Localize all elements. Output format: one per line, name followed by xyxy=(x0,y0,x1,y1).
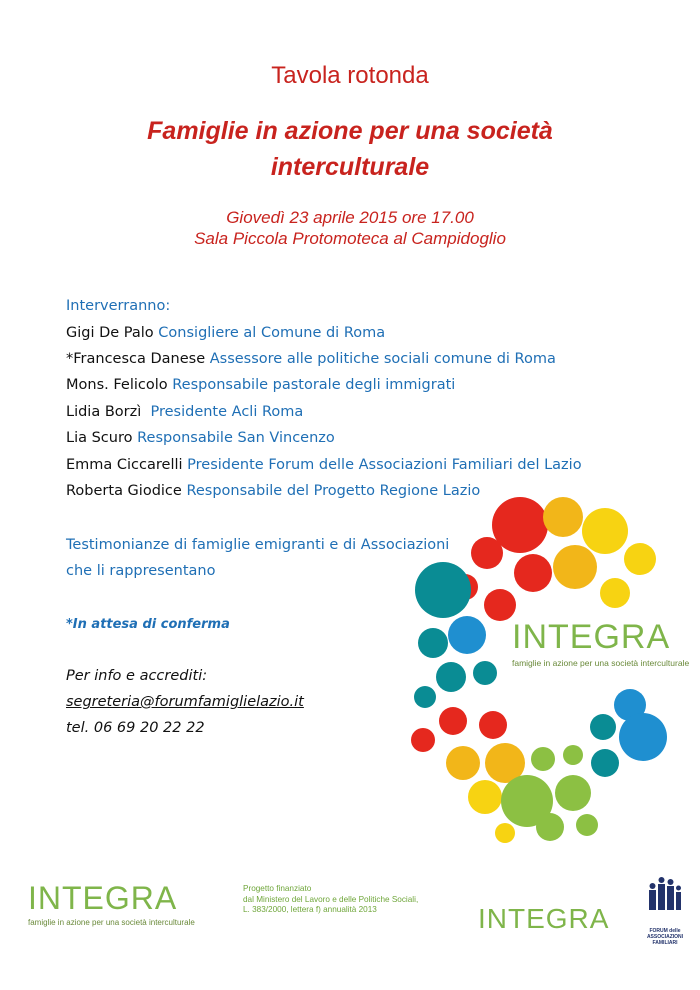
speaker-line xyxy=(66,377,455,393)
bubble xyxy=(582,508,628,554)
speaker-role: Presidente Acli Roma xyxy=(150,404,304,420)
bubble xyxy=(411,728,435,752)
confirmation-note: *In attesa di conferma xyxy=(66,617,230,632)
logo-head xyxy=(659,877,665,883)
logo-figure xyxy=(649,890,656,910)
speaker-line xyxy=(66,483,480,499)
funding-text xyxy=(243,884,418,916)
forum-logo-text: FORUM delle ASSOCIAZIONI FAMILIARI xyxy=(646,928,684,946)
speaker-name: *Francesca Danese xyxy=(66,351,206,367)
bubble xyxy=(495,823,515,843)
integra-logo-tagline: famiglie in azione per una società interculturale xyxy=(512,658,690,668)
event-type-title: Tavola rotonda xyxy=(271,62,429,89)
logo-head xyxy=(668,879,674,885)
bubble xyxy=(439,707,467,735)
speaker-role: Assessore alle politiche sociali comune di Roma xyxy=(209,351,556,367)
bubble xyxy=(563,745,583,765)
logo-figure xyxy=(658,884,665,910)
speaker-line xyxy=(66,351,556,367)
event-title-line-1: Famiglie in azione per una società xyxy=(147,117,553,145)
speaker-name: Gigi De Palo xyxy=(66,325,154,341)
testimonials-line-2: che li rappresentano xyxy=(66,563,216,579)
bubble xyxy=(414,686,436,708)
speaker-name: Lidia Borzì xyxy=(66,404,142,420)
bubble xyxy=(484,589,516,621)
contact-phone: tel. 06 69 20 22 22 xyxy=(66,720,205,736)
bubble xyxy=(536,813,564,841)
contact-email-link[interactable]: segreteria@forumfamiglielazio.it xyxy=(66,694,304,710)
bubble xyxy=(576,814,598,836)
speaker-role: Consigliere al Comune di Roma xyxy=(158,325,386,341)
bubble xyxy=(555,775,591,811)
event-title-line-2: interculturale xyxy=(270,153,430,181)
speaker-role: Presidente Forum delle Associazioni Familiari del Lazio xyxy=(187,457,582,473)
speakers-heading: Interverranno: xyxy=(66,298,171,314)
funding-line: L. 383/2000, lettera f) annualità 2013 xyxy=(243,905,377,914)
footer-integra-logo: INTEGRA xyxy=(28,880,178,916)
testimonials-line-1: Testimonianze di famiglie emigranti e di Associazioni xyxy=(66,537,450,553)
speaker-role: Responsabile del Progetto Regione Lazio xyxy=(186,483,481,499)
logo-figure xyxy=(676,892,681,910)
logo-figure xyxy=(667,886,674,910)
bubble xyxy=(624,543,656,575)
bubbles-group xyxy=(411,497,667,843)
bubble xyxy=(590,714,616,740)
speaker-name: Lia Scuro xyxy=(66,430,133,446)
event-date: Giovedì 23 aprile 2015 ore 17.00 xyxy=(226,208,474,227)
event-venue: Sala Piccola Protomoteca al Campidoglio xyxy=(194,229,506,248)
integra-logo-word: INTEGRA xyxy=(512,618,671,656)
speaker-name: Emma Ciccarelli xyxy=(66,457,183,473)
funding-line: dal Ministero del Lavoro e delle Politiche Sociali, xyxy=(243,894,419,904)
bubble xyxy=(418,628,448,658)
speaker-role: Responsabile pastorale degli immigrati xyxy=(172,377,456,393)
speaker-name: Mons. Felicolo xyxy=(66,377,168,393)
speaker-name: Roberta Giodice xyxy=(66,483,182,499)
bubble xyxy=(468,780,502,814)
bubble xyxy=(619,713,667,761)
bubble xyxy=(415,562,471,618)
footer-integra-logo-small: INTEGRA xyxy=(478,903,610,934)
bubble xyxy=(531,747,555,771)
contact-label: Per info e accrediti: xyxy=(66,668,208,684)
bubble xyxy=(591,749,619,777)
speaker-line xyxy=(66,404,303,420)
bubble xyxy=(436,662,466,692)
bubble xyxy=(600,578,630,608)
funding-line: Progetto finanziato xyxy=(243,884,312,893)
logo-head xyxy=(676,886,681,891)
bubble xyxy=(543,497,583,537)
logo-head xyxy=(650,883,656,889)
speaker-line xyxy=(66,457,582,473)
bubble xyxy=(448,616,486,654)
bubble xyxy=(471,537,503,569)
forum-associazioni-logo xyxy=(647,876,683,926)
bubble xyxy=(553,545,597,589)
bubble xyxy=(479,711,507,739)
speaker-line xyxy=(66,430,335,446)
bubble xyxy=(473,661,497,685)
footer-integra-tagline: famiglie in azione per una società interculturale xyxy=(28,918,195,927)
speaker-role: Responsabile San Vincenzo xyxy=(137,430,335,446)
bubble xyxy=(446,746,480,780)
speaker-line xyxy=(66,325,385,341)
bubble xyxy=(514,554,552,592)
